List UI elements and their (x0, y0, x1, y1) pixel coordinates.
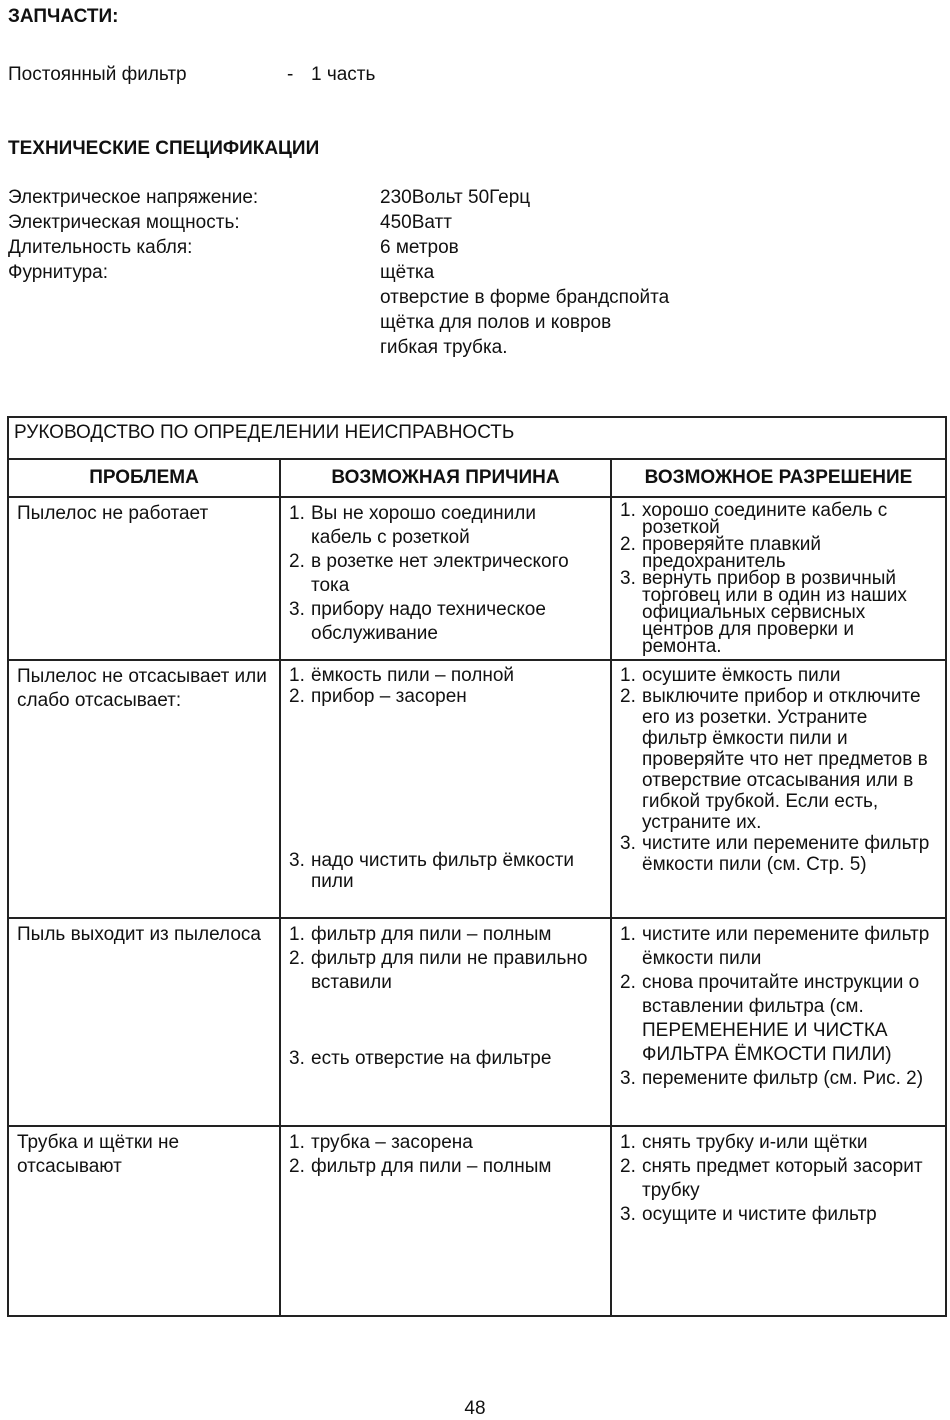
list-item (620, 570, 937, 655)
item-text: выключите прибор и отключите его из розетки. Устраните фильтр ёмкости пили и проверяйте что нет предметов в отверствие отсасывания или в гибкой трубкой. Если есть, устраните их. (642, 686, 928, 833)
spec-value-accessory-hose: гибкая трубка. (380, 337, 508, 358)
item-number: 3. (620, 833, 636, 854)
item-number: 3. (620, 568, 636, 589)
troubleshooting-table (7, 416, 947, 1317)
item-number: 2. (620, 972, 636, 993)
solution-cell (611, 497, 946, 660)
spec-label-cable: Длительность кабля: (8, 237, 193, 258)
list-item (620, 686, 937, 833)
spec-value-cable: 6 метров (380, 237, 459, 258)
cause-list (289, 665, 602, 892)
solution-list (620, 1131, 937, 1227)
list-item (289, 1047, 602, 1071)
item-text: трубка – засорена (311, 1132, 473, 1153)
problem-cell: Пылелос не работает (8, 497, 280, 660)
item-number: 1. (620, 665, 636, 686)
list-item (289, 502, 602, 550)
item-text: есть отверстие на фильтре (311, 1048, 552, 1069)
item-text: осушите ёмкость пили (642, 665, 841, 686)
item-number: 3. (620, 1204, 636, 1225)
page-number: 48 (464, 1398, 486, 1419)
item-number: 2. (620, 686, 636, 707)
list-item (289, 550, 602, 598)
item-text: фильтр для пили – полным (311, 924, 552, 945)
item-number: 3. (289, 1048, 305, 1069)
cause-list (289, 502, 602, 646)
list-item (620, 1155, 937, 1203)
list-item (620, 1067, 937, 1091)
cause-cell (280, 660, 611, 918)
parts-item-qty: 1 часть (311, 64, 376, 85)
solution-cell (611, 918, 946, 1126)
item-number: 2. (289, 686, 305, 707)
spec-value-voltage: 230Вольт 50Герц (380, 187, 531, 208)
item-number: 2. (289, 551, 305, 572)
item-number: 1. (620, 924, 636, 945)
list-item (289, 1155, 602, 1179)
list-item (289, 598, 602, 646)
item-text: надо чистить фильтр ёмкости пили (311, 850, 575, 892)
solution-cell (611, 1126, 946, 1316)
item-text: чистите или перемените фильтр ёмкости пили (см. Стр. 5) (642, 833, 930, 875)
cause-list (289, 1131, 602, 1179)
item-number: 2. (620, 1156, 636, 1177)
list-item (289, 923, 602, 947)
list-item (620, 923, 937, 971)
item-text: прибор – засорен (311, 686, 467, 707)
spec-value-accessory-nozzle: отверстие в форме брандспойта (380, 287, 670, 308)
item-text: Вы не хорошо соединили кабель с розеткой (311, 503, 536, 548)
item-text: снять предмет который засорит трубку (642, 1156, 923, 1201)
item-text: хорошо соедините кабель с розеткой (642, 500, 888, 538)
item-number: 1. (620, 500, 636, 521)
item-number: 1. (289, 503, 305, 524)
item-text: фильтр для пили – полным (311, 1156, 552, 1177)
item-number: 2. (289, 1156, 305, 1177)
list-item (620, 502, 937, 536)
column-header-cause: ВОЗМОЖНАЯ ПРИЧИНА (280, 459, 611, 497)
table-title: РУКОВОДСТВО ПО ОПРЕДЕЛЕНИИ НЕИСПРАВНОСТЬ (8, 417, 946, 459)
item-text: осущите и чистите фильтр (642, 1204, 877, 1225)
item-number: 3. (289, 850, 305, 871)
item-number: 1. (289, 665, 305, 686)
list-item (289, 665, 602, 686)
cause-cell (280, 918, 611, 1126)
item-text: прибору надо техническое обслуживание (311, 599, 546, 644)
column-header-problem: ПРОБЛЕМА (8, 459, 280, 497)
list-item (289, 686, 602, 707)
cause-list (289, 923, 602, 1071)
list-item (620, 833, 937, 875)
item-number: 3. (289, 599, 305, 620)
table-row (8, 660, 946, 918)
item-text: в розетке нет электрического тока (311, 551, 569, 596)
specs-heading: ТЕХНИЧЕСКИЕ СПЕЦИФИКАЦИИ (8, 138, 320, 159)
table-row (8, 1126, 946, 1316)
table-row (8, 918, 946, 1126)
solution-cell (611, 660, 946, 918)
solution-list (620, 665, 937, 875)
parts-item-name: Постоянный фильтр (8, 64, 187, 85)
list-item (620, 665, 937, 686)
problem-cell: Пылелос не отсасывает или слабо отсасывает: (8, 660, 280, 918)
item-number: 2. (289, 948, 305, 969)
cause-cell (280, 1126, 611, 1316)
item-text: чистите или перемените фильтр ёмкости пили (642, 924, 930, 969)
spec-label-accessories: Фурнитура: (8, 262, 109, 283)
item-number: 3. (620, 1068, 636, 1089)
item-text: фильтр для пили не правильно вставили (311, 948, 588, 993)
spec-value-power: 450Ватт (380, 212, 452, 233)
spec-value-accessories: щётка (380, 262, 435, 283)
cause-cell (280, 497, 611, 660)
problem-cell: Пыль выходит из пылелоса (8, 918, 280, 1126)
item-text: перемените фильтр (см. Рис. 2) (642, 1068, 924, 1089)
list-item (620, 1131, 937, 1155)
list-item (620, 1203, 937, 1227)
item-text: проверяйте плавкий предохранитель (642, 534, 822, 572)
list-item (289, 850, 602, 892)
table-row (8, 497, 946, 660)
item-number: 1. (620, 1132, 636, 1153)
item-number: 2. (620, 534, 636, 555)
item-number: 1. (289, 1132, 305, 1153)
item-text: снять трубку и-или щётки (642, 1132, 868, 1153)
column-header-solution: ВОЗМОЖНОЕ РАЗРЕШЕНИЕ (611, 459, 946, 497)
item-text: снова прочитайте инструкции о вставлении фильтра (см. ПЕРЕМЕНЕНИЕ И ЧИСТКА ФИЛЬТРА ЁМКОСТИ ПИЛИ) (642, 972, 920, 1065)
item-number: 1. (289, 924, 305, 945)
list-item (289, 947, 602, 995)
solution-list (620, 923, 937, 1091)
problem-cell: Трубка и щётки не отсасывают (8, 1126, 280, 1316)
parts-item-dash: - (287, 64, 294, 85)
parts-heading: ЗАПЧАСТИ: (8, 6, 119, 27)
solution-list (620, 502, 937, 655)
spec-label-power: Электрическая мощность: (8, 212, 240, 233)
spec-label-voltage: Электрическое напряжение: (8, 187, 259, 208)
spec-value-accessory-floor-brush: щётка для полов и ковров (380, 312, 612, 333)
list-item (620, 971, 937, 1067)
list-item (620, 536, 937, 570)
list-item (289, 1131, 602, 1155)
item-text: вернуть прибор в розвичный торговец или в один из наших официальных сервисных центров для проверки и ремонта. (642, 568, 907, 657)
item-text: ёмкость пили – полной (311, 665, 515, 686)
